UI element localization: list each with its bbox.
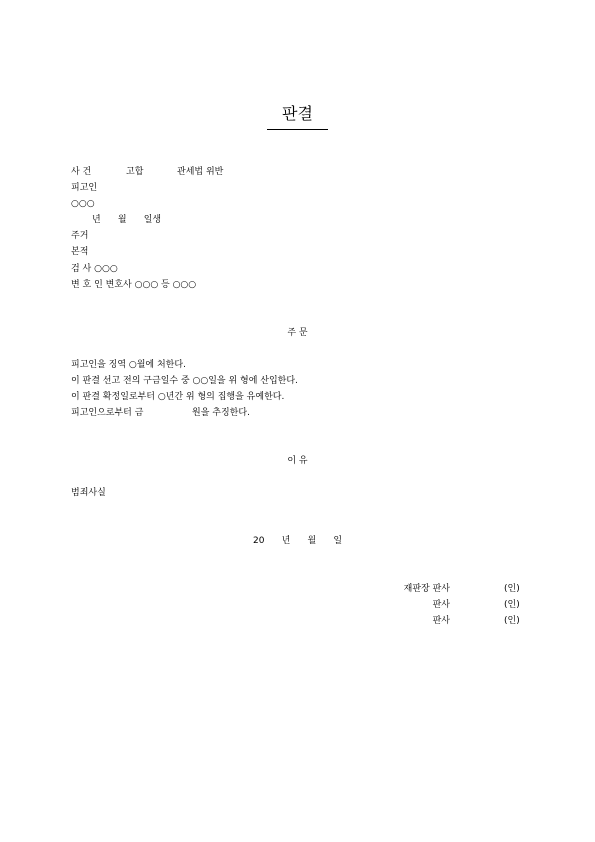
judgment-line: 피고인을 징역 ○월에 처한다. <box>71 360 186 370</box>
signature-seal: (인) <box>504 584 520 594</box>
judgment-line: 피고인으로부터 금 원을 추징한다. <box>71 408 250 418</box>
document-title: 판결 <box>282 104 313 123</box>
signature-title: 판사 <box>432 600 450 610</box>
judgment-line: 이 판결 선고 전의 구금일수 중 ○○일을 위 형에 산입한다. <box>71 376 298 386</box>
facts-label: 범죄사실 <box>71 488 106 498</box>
case-label: 사 건 <box>71 167 92 177</box>
reasons-heading: 이 유 <box>287 456 308 466</box>
defendant-name: ○○○ <box>71 199 95 209</box>
title-underline <box>267 129 328 130</box>
signature-seal: (인) <box>504 600 520 610</box>
case-type: 고합 <box>126 167 144 177</box>
judgment-date: 20 년 월 일 <box>252 536 343 546</box>
case-name: 관세법 위반 <box>177 167 224 177</box>
address-label: 주거 <box>71 231 89 241</box>
signature-title: 재판장 판사 <box>403 584 450 594</box>
signature-title: 판사 <box>432 616 450 626</box>
signature-seal: (인) <box>504 616 520 626</box>
origin-label: 본적 <box>71 247 89 257</box>
judgment-line: 이 판결 확정일로부터 ○년간 위 형의 집행을 유예한다. <box>71 392 285 402</box>
defendant-label: 피고인 <box>71 183 98 193</box>
judgment-heading: 주 문 <box>287 328 308 338</box>
attorney-line: 변 호 인 변호사 ○○○ 등 ○○○ <box>71 280 197 290</box>
prosecutor-line: 검 사 ○○○ <box>71 264 118 274</box>
birth-line: 년 월 일생 <box>92 215 162 225</box>
